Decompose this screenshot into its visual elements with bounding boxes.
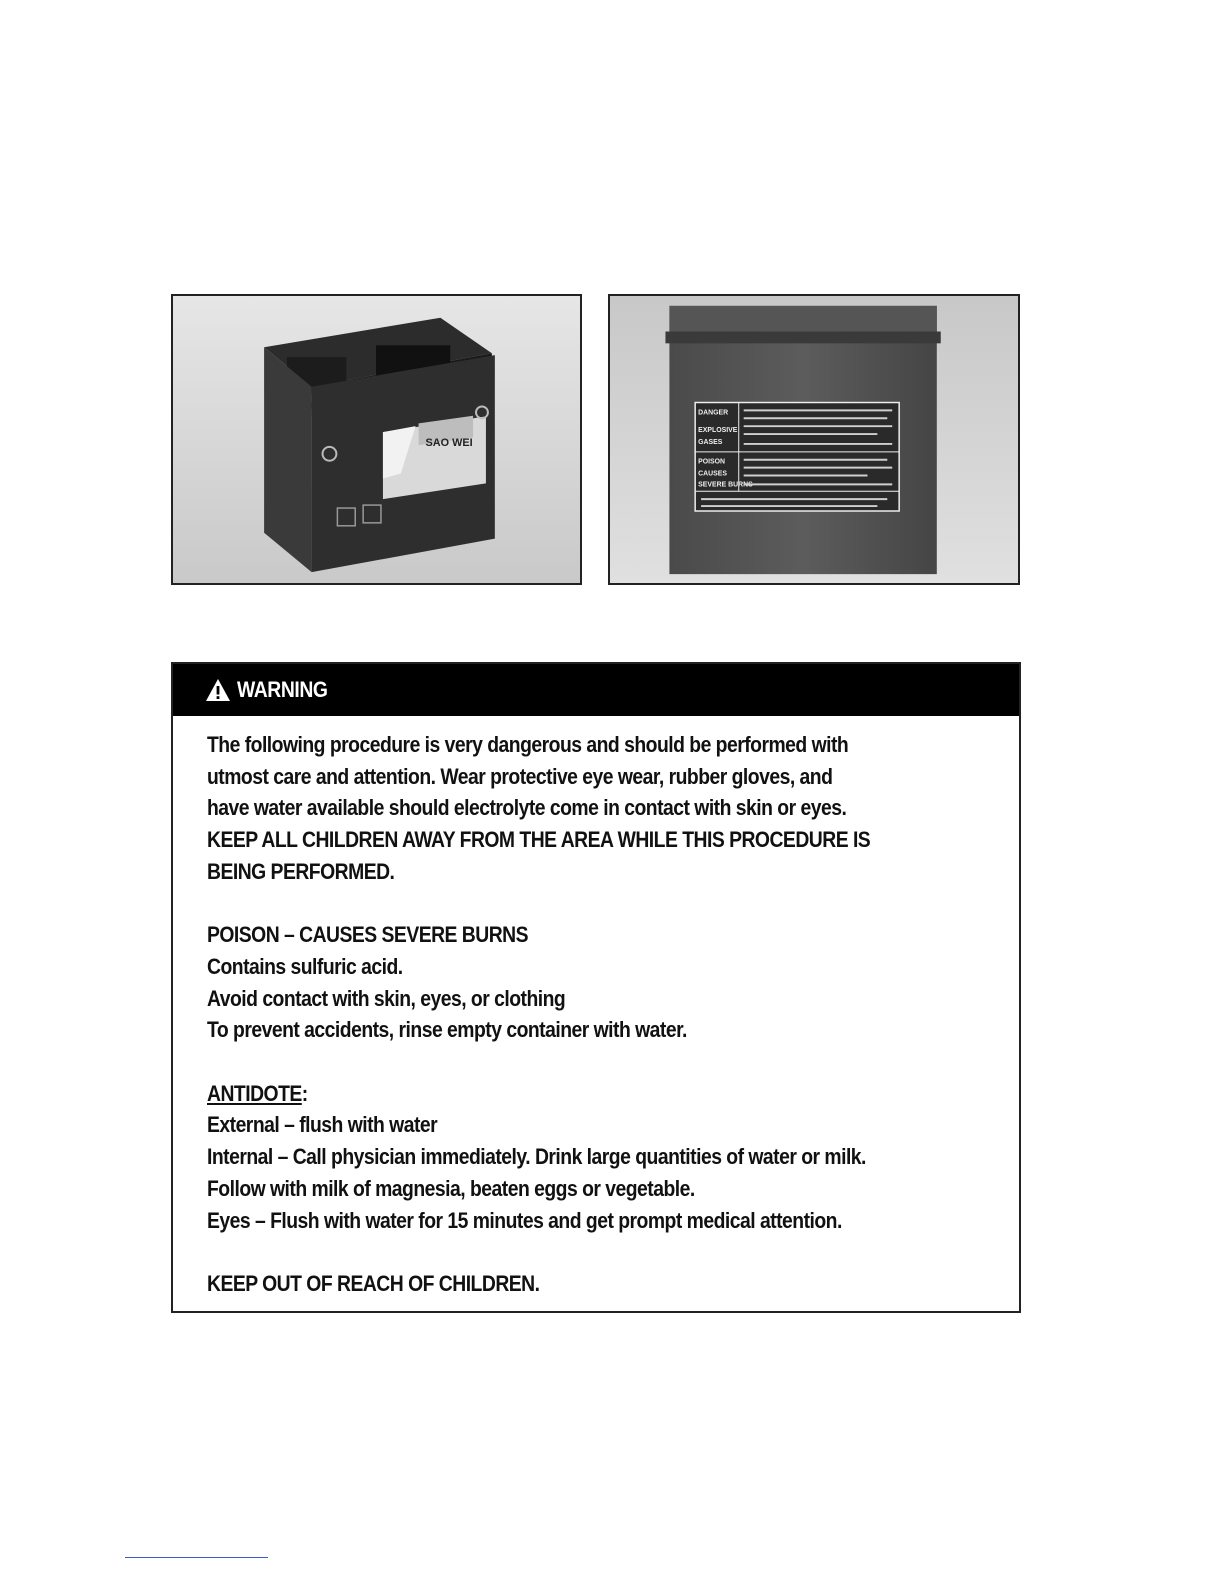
paragraph-line: Eyes – Flush with water for 15 minutes and get prompt medical attention.	[207, 1207, 842, 1233]
battery-photo-side	[608, 294, 1020, 585]
label-line-gases: GASES	[698, 438, 723, 446]
paragraph-line: have water available should electrolyte come in contact with skin or eyes.	[207, 795, 847, 821]
paragraph-line: BEING PERFORMED.	[207, 858, 395, 884]
warning-title: WARNING	[237, 677, 328, 702]
label-line-burns: SEVERE BURNS	[698, 481, 753, 489]
paragraph-line: External – flush with water	[207, 1112, 438, 1138]
warning-header	[173, 664, 1019, 716]
battery-front-image	[173, 296, 580, 583]
paragraph-line: Follow with milk of magnesia, beaten eggs or vegetable.	[207, 1175, 695, 1201]
warning-body	[173, 716, 1019, 1300]
paragraph-line: utmost care and attention. Wear protective eye wear, rubber gloves, and	[207, 763, 833, 789]
antidote-heading: ANTIDOTE	[207, 1080, 302, 1106]
battery-brand-label: SAO WEI	[425, 436, 473, 449]
antidote-heading-line	[207, 1078, 905, 1110]
antidote-colon: :	[301, 1080, 308, 1106]
label-line-poison: POISON	[698, 458, 726, 466]
poison-heading: POISON – CAUSES SEVERE BURNS	[207, 922, 529, 948]
label-line-causes: CAUSES	[698, 470, 727, 478]
paragraph-line: KEEP ALL CHILDREN AWAY FROM THE AREA WHILE THIS PROCEDURE IS	[207, 827, 871, 853]
label-line-danger: DANGER	[698, 409, 729, 417]
label-line-explosive: EXPLOSIVE	[698, 427, 738, 435]
warning-box	[171, 662, 1021, 1313]
paragraph-line: To prevent accidents, rinse empty container with water.	[207, 1017, 687, 1043]
battery-photo-front	[171, 294, 582, 585]
paragraph-line: Avoid contact with skin, eyes, or clothing	[207, 985, 566, 1011]
paragraph-line: Internal – Call physician immediately. Drink large quantities of water or milk.	[207, 1144, 866, 1170]
paragraph-line: Contains sulfuric acid.	[207, 953, 403, 979]
warning-triangle-icon	[205, 678, 231, 702]
footnote-rule	[125, 1557, 268, 1558]
paragraph-line: The following procedure is very dangerous and should be performed with	[207, 732, 849, 757]
battery-side-image	[610, 296, 1018, 583]
closing-line: KEEP OUT OF REACH OF CHILDREN.	[207, 1270, 540, 1296]
